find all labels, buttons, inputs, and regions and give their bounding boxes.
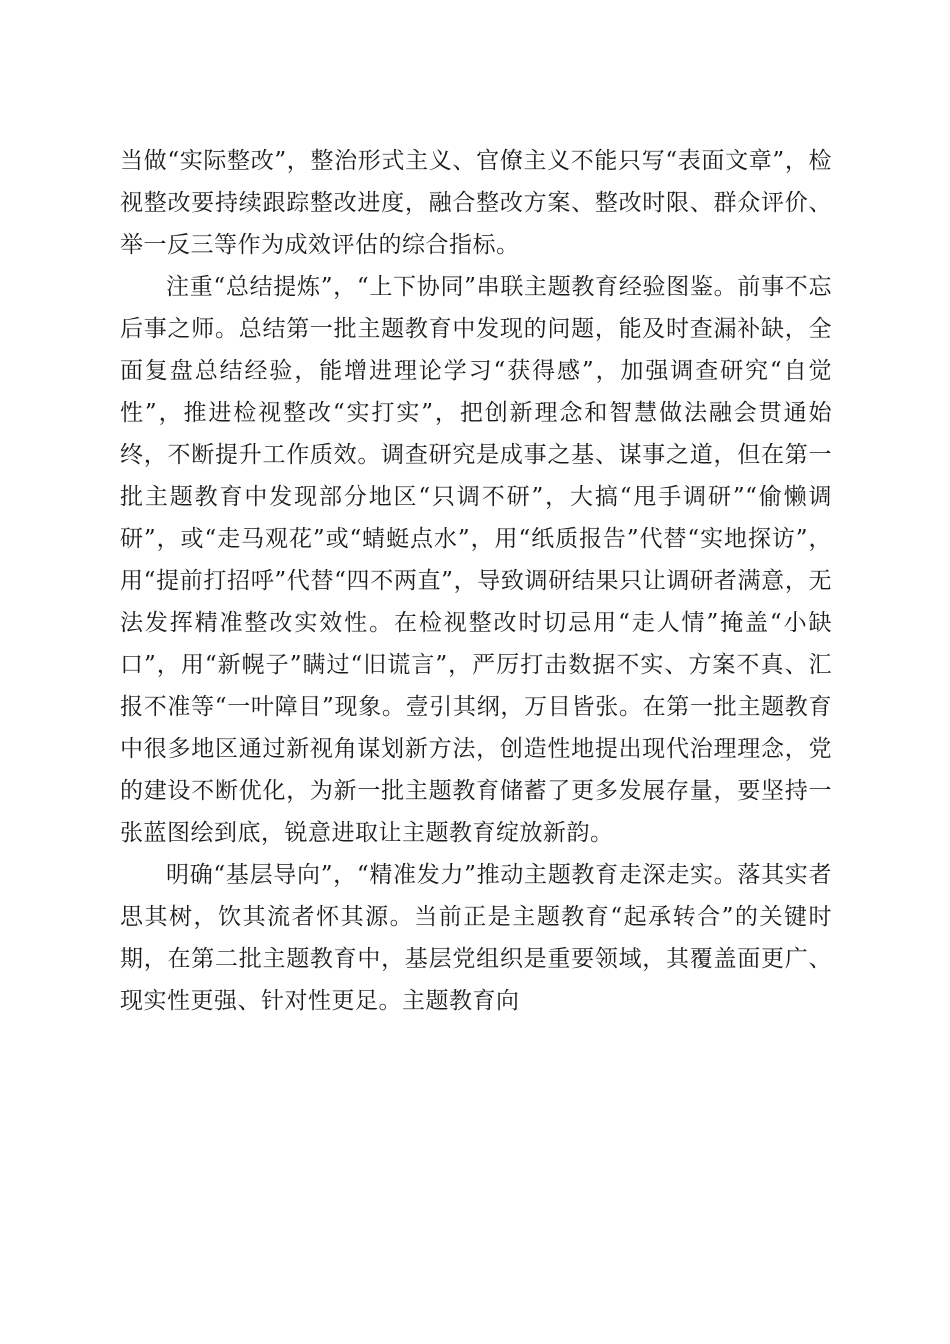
document-body — [120, 140, 832, 1022]
paragraph-grassroots-orientation: 明确“基层导向”，“精准发力”推动主题教育走深走实。落其实者思其树，饮其流者怀其源。当前正是主题教育“起承转合”的关键时期，在第二批主题教育中，基层党组织是重要领域，其覆盖面更广、现实性更强、针对性更足。主题教育向 — [120, 862, 832, 1014]
paragraph-continuation: 当做“实际整改”，整治形式主义、官僚主义不能只写“表面文章”，检视整改要持续跟踪整改进度，融合整改方案、整改时限、群众评价、举一反三等作为成效评估的综合指标。 — [120, 148, 832, 258]
paragraph-summary-refinement: 注重“总结提炼”，“上下协同”串联主题教育经验图鉴。前事不忘后事之师。总结第一批主题教育中发现的问题，能及时查漏补缺，全面复盘总结经验，能增进理论学习“获得感”，加强调查研究“自觉性”，推进检视整改“实打实”，把创新理念和智慧做法融会贯通始终，不断提升工作质效。调查研究是成事之基、谋事之道，但在第一批主题教育中发现部分地区“只调不研”，大搞“甩手调研”“偷懒调研”，或“走马观花”或“蜻蜓点水”，用“纸质报告”代替“实地探访”，用“提前打招呼”代替“四不两直”，导致调研结果只让调研者满意，无法发挥精准整改实效性。在检视整改时切忌用“走人情”掩盖“小缺口”，用“新幌子”瞒过“旧谎言”，严厉打击数据不实、方案不真、汇报不准等“一叶障目”现象。壹引其纲，万目皆张。在第一批主题教育中很多地区通过新视角谋划新方法，创造性地提出现代治理理念，党的建设不断优化，为新一批主题教育储蓄了更多发展存量，要坚持一张蓝图绘到底，锐意进取让主题教育绽放新韵。 — [120, 274, 832, 846]
